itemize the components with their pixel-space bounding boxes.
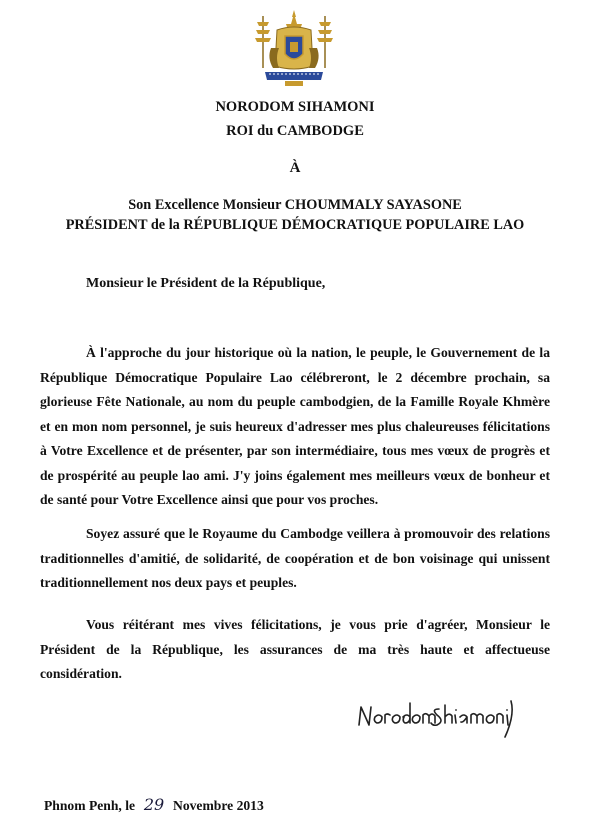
handwritten-signature (355, 695, 517, 741)
royal-coat-of-arms-icon (255, 8, 333, 88)
salutation: Monsieur le Président de la République, (86, 276, 326, 291)
body-paragraph: À l'approche du jour historique où la nation, le peuple, le Gouvernement de la République Démocratique Populaire Lao célébreront, le 2 décembre prochain, sa glorieuse Fête Nationale, au nom du peuple cambodgien, de la Famille Royale Khmère et en mon nom personnel, je suis heureux d'adresser mes plus chaleureuses félicitations à Votre Excellence et de présenter, par son intermédiaire, tous mes vœux de progrès et de prospérité au peuple lao ami. J'y joins également mes meilleurs vœux de bonheur et de santé pour Votre Excellence ainsi que pour vos proches. (40, 345, 550, 507)
body-paragraph: Soyez assuré que le Royaume du Cambodge veillera à promouvoir des relations traditionnelles d'amitié, de solidarité, de coopération et de bon voisinage qui unissent traditionnellement nos deux pays et peuples. (40, 526, 550, 590)
body-paragraph: Vous réitérant mes vives félicitations, je vous prie d'agréer, Monsieur le Président de la République, les assurances de ma très haute et affectueuse considération. (40, 617, 550, 681)
sender-name: NORODOM SIHAMONI (215, 99, 375, 115)
address-to: À (289, 160, 301, 176)
recipient-name: Son Excellence Monsieur CHOUMMALY SAYASONE (128, 197, 462, 213)
dateline (44, 795, 264, 814)
recipient-block (0, 195, 590, 235)
dateline-month-year: Novembre 2013 (173, 798, 264, 813)
recipient-title: PRÉSIDENT de la RÉPUBLIQUE DÉMOCRATIQUE POPULAIRE LAO (65, 217, 525, 233)
sender-title: ROI du CAMBODGE (226, 123, 364, 139)
dateline-day: 29 (143, 795, 165, 814)
dateline-place: Phnom Penh, le (44, 798, 136, 813)
letterhead (0, 95, 590, 143)
